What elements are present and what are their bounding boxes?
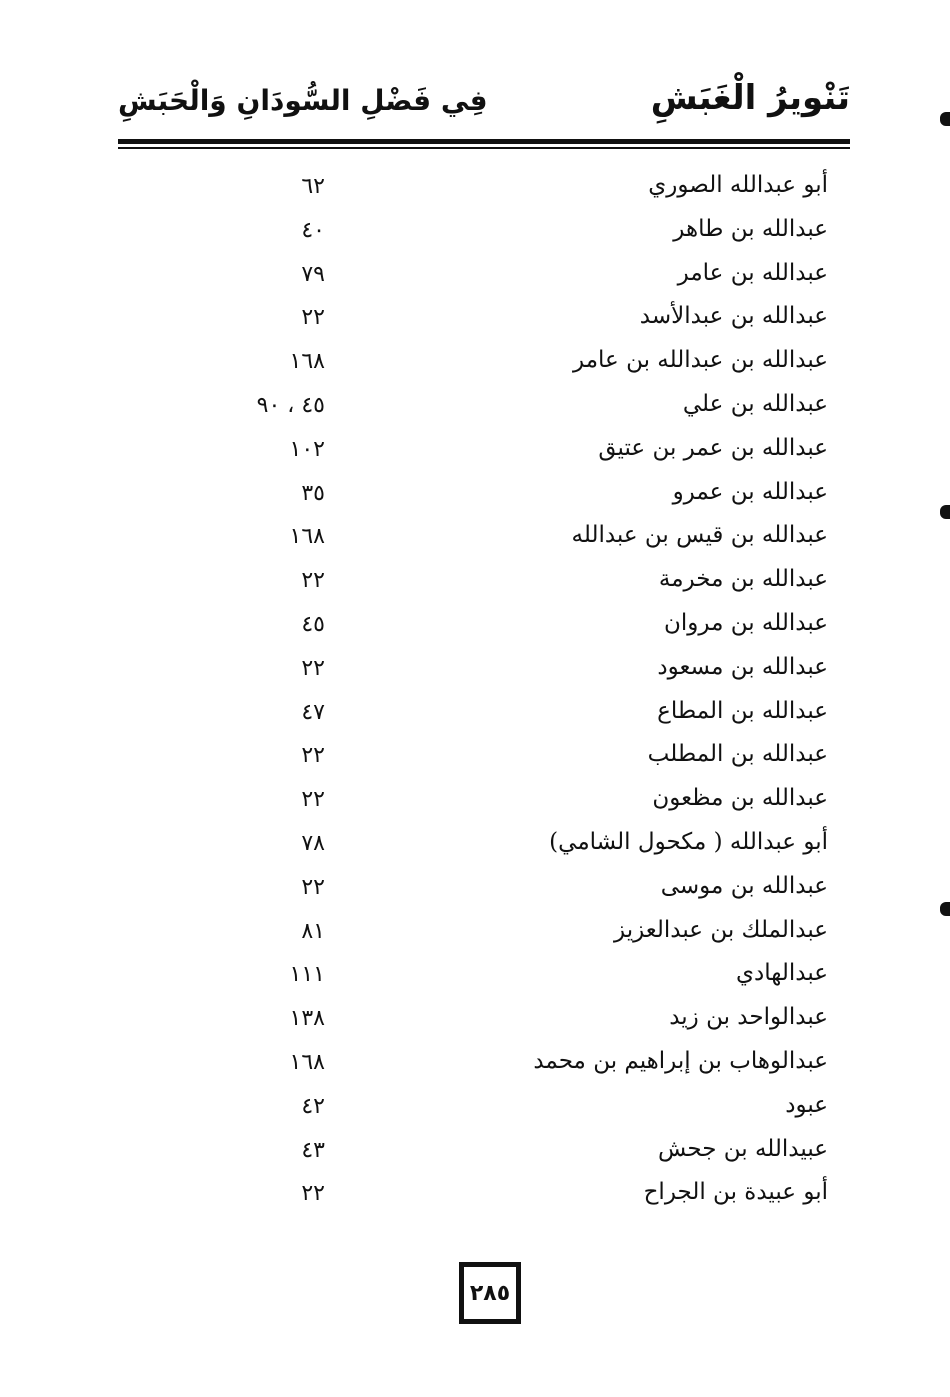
- index-entry: [180, 606, 828, 650]
- entry-name: عبدالله بن علي: [682, 390, 828, 417]
- index-entry: [180, 781, 828, 825]
- entry-name: أبو عبيدة بن الجراح: [643, 1179, 828, 1206]
- entry-page-numbers: ٧٨: [301, 830, 325, 856]
- entry-page-numbers: ٢٢: [301, 305, 325, 331]
- entry-name: عبدالملك بن عبدالعزيز: [614, 916, 828, 943]
- index-entry: [180, 694, 828, 738]
- entry-name: عبدالله بن مخرمة: [658, 566, 828, 593]
- entry-name: عبدالله بن مروان: [663, 609, 828, 636]
- entry-name: عبدالهادي: [736, 960, 828, 987]
- index-entry: [180, 650, 828, 694]
- index-entry: [180, 1088, 828, 1132]
- entry-page-numbers: ٤٢: [301, 1093, 325, 1119]
- entry-name: عبدالله بن عمرو: [672, 478, 828, 505]
- entry-page-numbers: ٢٢: [301, 743, 325, 769]
- entry-page-numbers: ١٣٨: [289, 1006, 325, 1032]
- index-entry: [180, 168, 828, 212]
- header-rule-thin: [118, 147, 850, 149]
- entry-name: عبدالله بن عبدالله بن عامر: [573, 347, 828, 374]
- edge-mark: [940, 112, 950, 126]
- entry-name: عبدالواحد بن زيد: [669, 1004, 828, 1031]
- entry-page-numbers: ٢٢: [301, 1181, 325, 1207]
- index-entry: [180, 913, 828, 957]
- index-entry: [180, 518, 828, 562]
- index-entry: [180, 212, 828, 256]
- index-entry: [180, 1000, 828, 1044]
- entry-page-numbers: ٢٢: [301, 874, 325, 900]
- edge-mark: [940, 505, 950, 519]
- entry-page-numbers: ٨١: [301, 918, 325, 944]
- entry-name: عبدالله بن مظعون: [652, 785, 828, 812]
- entry-name: عبدالله بن عمر بن عتيق: [598, 434, 828, 461]
- entry-page-numbers: ٢٢: [301, 787, 325, 813]
- entry-page-numbers: ٢٢: [301, 655, 325, 681]
- edge-mark: [940, 902, 950, 916]
- index-entry: [180, 869, 828, 913]
- entry-page-numbers: ٢٢: [301, 568, 325, 594]
- entry-page-numbers: ٦٢: [301, 174, 325, 199]
- index-entry: [180, 475, 828, 519]
- entry-name: عبدالله بن قيس بن عبدالله: [571, 522, 828, 549]
- entry-name: أبو عبدالله الصوري: [648, 172, 828, 198]
- entry-name: عبيدالله بن جحش: [658, 1135, 828, 1162]
- entry-page-numbers: ٤٧: [301, 699, 325, 725]
- entry-page-numbers: ١٦٨: [289, 1049, 325, 1075]
- page-number-box: [459, 1262, 521, 1324]
- index-entry: [180, 737, 828, 781]
- index-entry: [180, 256, 828, 300]
- entry-page-numbers: ١١١: [289, 962, 325, 988]
- entry-page-numbers: ٧٩: [301, 261, 325, 287]
- index-entry: [180, 1044, 828, 1088]
- book-subtitle: فِي فَضْلِ السُّودَانِ وَالْحَبَشِ: [118, 84, 488, 117]
- index-entry: [180, 1132, 828, 1176]
- entry-page-numbers: ٤٠: [301, 217, 325, 243]
- entry-name: عبود: [785, 1091, 828, 1118]
- index-entry: [180, 956, 828, 1000]
- index-entry: [180, 431, 828, 475]
- running-header: [118, 78, 850, 134]
- entry-page-numbers: ٤٥: [301, 611, 325, 637]
- entry-page-numbers: ١٠٢: [289, 436, 325, 462]
- entry-page-numbers: ٣٥: [301, 480, 325, 506]
- page-number: ٢٨٥: [469, 1280, 511, 1306]
- index-entry: [180, 299, 828, 343]
- entry-page-numbers: ١٦٨: [289, 524, 325, 550]
- entry-name: عبدالله بن طاهر: [673, 215, 828, 242]
- index-entry: [180, 562, 828, 606]
- header-rule-thick: [118, 139, 850, 144]
- index-list: [180, 168, 828, 1219]
- entry-name: عبدالله بن مسعود: [657, 653, 828, 680]
- index-entry: [180, 1175, 828, 1219]
- index-entry: [180, 825, 828, 869]
- entry-name: عبدالله بن موسى: [660, 872, 828, 899]
- entry-name: عبدالله بن عبدالأسد: [639, 303, 828, 330]
- entry-page-numbers: ٤٣: [301, 1137, 325, 1163]
- entry-name: عبدالله بن المطاع: [657, 697, 828, 724]
- index-entry: [180, 387, 828, 431]
- entry-name: عبدالله بن عامر: [677, 259, 828, 286]
- book-title: تَنْويرُ الْغَبَشِ: [650, 78, 850, 118]
- entry-page-numbers: ٤٥ ، ٩٠: [256, 392, 325, 418]
- entry-name: أبو عبدالله ( مكحول الشامي): [549, 828, 828, 855]
- entry-name: عبدالوهاب بن إبراهيم بن محمد: [533, 1047, 828, 1074]
- index-entry: [180, 343, 828, 387]
- entry-name: عبدالله بن المطلب: [647, 741, 828, 768]
- entry-page-numbers: ١٦٨: [289, 349, 325, 375]
